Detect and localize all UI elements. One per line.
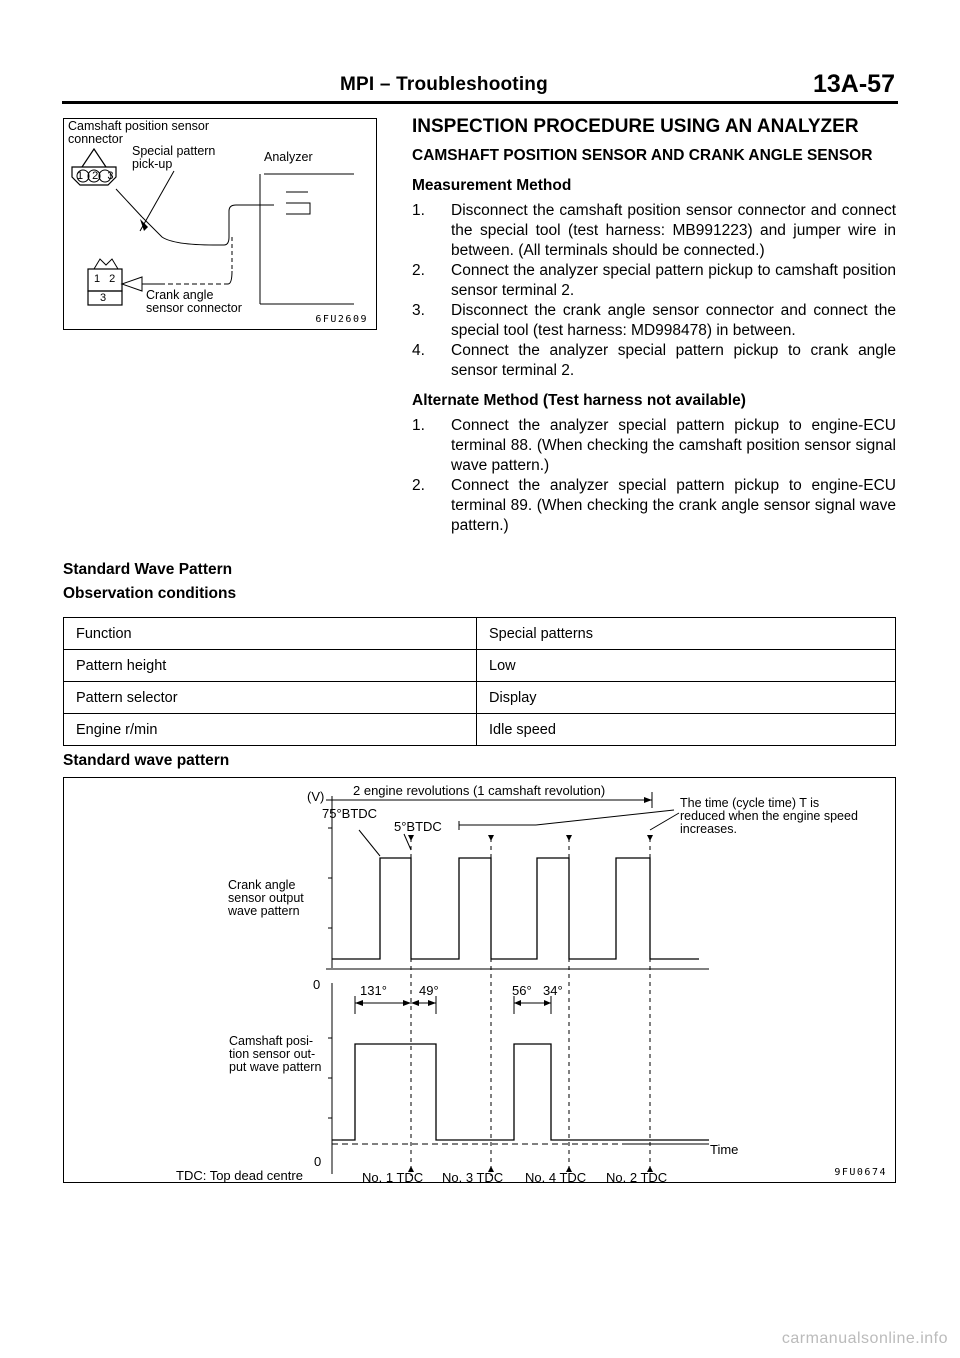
camshaft-connector-label: Camshaft position sensor connector <box>68 119 210 146</box>
alternate-steps <box>412 416 896 536</box>
crank-pins-bottom: 3 <box>100 292 107 304</box>
table-cell: Special patterns <box>477 618 896 650</box>
procedure-section <box>412 116 896 536</box>
standard-wave-pattern-title: Standard Wave Pattern <box>63 561 233 578</box>
figure-code: 6FU2609 <box>315 314 368 325</box>
crank-pins-top: 1 2 <box>94 273 119 285</box>
table-cell: Display <box>477 682 896 714</box>
crank-connector-label: Crank angle sensor connector <box>146 288 242 315</box>
tdc-no4: No. 4 TDC <box>525 1170 587 1185</box>
tdc-no2: No. 2 TDC <box>606 1170 668 1185</box>
angle-49: 49° <box>419 983 439 998</box>
revolutions-label: 2 engine revolutions (1 camshaft revolution) <box>353 783 606 798</box>
list-item: 1. Disconnect the camshaft position sensor connector and connect the special tool (test harness: MB991223) and jumper wire in between. (All terminals should be connected.) <box>412 202 896 259</box>
btdc75-label: 75°BTDC <box>322 806 378 821</box>
btdc5-label: 5°BTDC <box>394 819 442 834</box>
tdc-no3: No. 3 TDC <box>442 1170 504 1185</box>
header-rule <box>62 101 898 104</box>
angle-131: 131° <box>360 983 387 998</box>
analyzer-label: Analyzer <box>264 150 313 164</box>
page-title: MPI – Troubleshooting <box>340 74 548 95</box>
table-row <box>64 714 896 746</box>
wave-figure-code: 9FU0674 <box>834 1167 887 1178</box>
table-cell: Low <box>477 650 896 682</box>
angle-56: 56° <box>512 983 532 998</box>
special-pattern-label: Special pattern pick-up <box>132 144 216 171</box>
list-item: 1. Connect the analyzer special pattern pickup to engine-ECU terminal 88. (When checking the camshaft position sensor signal wave pattern.) <box>412 417 896 474</box>
zero-label-cam: 0 <box>314 1154 322 1169</box>
measurement-title: Measurement Method <box>412 177 572 194</box>
time-label: Time <box>710 1142 739 1157</box>
voltage-label: (V) <box>307 789 325 804</box>
table-cell: Pattern height <box>64 650 477 682</box>
procedure-title: INSPECTION PROCEDURE USING AN ANALYZER <box>412 116 859 137</box>
table-cell: Pattern selector <box>64 682 477 714</box>
table-row <box>64 618 896 650</box>
tdc-legend: TDC: Top dead centre <box>176 1168 303 1183</box>
alternate-title: Alternate Method (Test harness not available) <box>412 392 746 409</box>
list-item: 2. Connect the analyzer special pattern pickup to engine-ECU terminal 89. (When checking the crank angle sensor signal wave pattern.) <box>412 477 896 534</box>
standard-wave-title: Standard wave pattern <box>63 752 230 769</box>
table-row <box>64 650 896 682</box>
table-cell: Idle speed <box>477 714 896 746</box>
table-cell: Engine r/min <box>64 714 477 746</box>
observation-conditions-title: Observation conditions <box>63 585 237 602</box>
waveform-diagram <box>63 777 896 1183</box>
observation-table <box>63 617 896 746</box>
angle-34: 34° <box>543 983 563 998</box>
crank-wave-label: Crank angle sensor output wave pattern <box>228 878 304 918</box>
zero-label-crank: 0 <box>313 977 321 992</box>
connection-diagram <box>63 118 377 330</box>
camshaft-pins: 1 2 3 <box>77 170 117 182</box>
list-item: 3. Disconnect the crank angle sensor connector and connect the special tool (test harness: MD998478) in between. <box>412 302 896 339</box>
list-item: 2. Connect the analyzer special pattern pickup to camshaft position sensor terminal 2. <box>412 262 896 299</box>
cam-wave-label: Camshaft posi- tion sensor out- put wave pattern <box>229 1034 322 1074</box>
procedure-subtitle: CAMSHAFT POSITION SENSOR AND CRANK ANGLE SENSOR <box>412 147 873 164</box>
watermark: carmanualsonline.info <box>781 1330 948 1347</box>
list-item: 4. Connect the analyzer special pattern pickup to crank angle sensor terminal 2. <box>412 342 896 379</box>
table-row <box>64 682 896 714</box>
measurement-steps <box>412 201 896 381</box>
page-number: 13A-57 <box>813 70 895 98</box>
table-cell: Function <box>64 618 477 650</box>
cycle-note: The time (cycle time) T is reduced when the engine speed increases. <box>680 796 858 836</box>
tdc-no1: No. 1 TDC <box>362 1170 424 1185</box>
waveform-drawing <box>64 778 895 1185</box>
